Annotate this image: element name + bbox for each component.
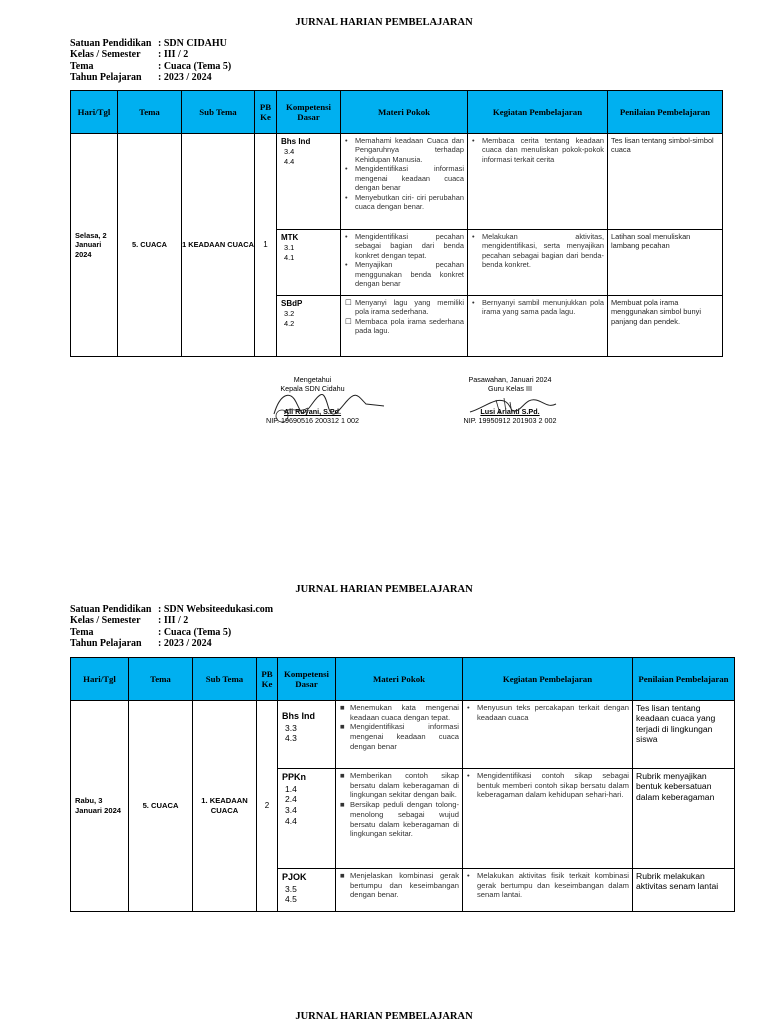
kegiatan-cell	[468, 230, 608, 296]
list-item-text: Menyebutkan ciri- ciri perubahan cuaca dengan benar.	[355, 192, 464, 212]
subtema-cell: 1 KEADAAN CUACA	[182, 134, 255, 357]
signature-scribble-right	[466, 388, 558, 420]
penilaian-cell: Latihan soal menuliskan lambang pecahan	[608, 230, 723, 296]
list-item-text: Melakukan aktivitas, mengidentifikasi, serta menyajikan pecahan sebagai bagian dari benda-benda konkret.	[482, 232, 604, 270]
kd-code: 4.4	[285, 816, 297, 827]
materi-cell	[336, 869, 463, 912]
list-item	[470, 298, 604, 317]
bullet-dot-icon: •	[467, 771, 470, 780]
materi-cell	[341, 134, 468, 230]
penilaian-cell: Tes lisan tentang simbol-simbol cuaca	[608, 134, 723, 230]
bullet-dot-icon: •	[345, 164, 348, 174]
materi-cell	[341, 296, 468, 357]
kd-subject: PPKn	[282, 772, 307, 782]
sign-role: Mengetahui	[293, 375, 332, 384]
materi-cell	[341, 230, 468, 296]
meta-value: : Cuaca (Tema 5)	[158, 626, 232, 638]
list-item	[343, 317, 464, 336]
meta-kelas	[70, 49, 231, 60]
header-kegiatan: Kegiatan Pembelajaran	[463, 658, 633, 701]
list-item-text: Membaca cerita tentang keadaan cuaca dan menuliskan pokok-pokok informasi terkait cerita	[482, 136, 604, 164]
bullet-square-icon: ■	[340, 703, 345, 712]
header-kegiatan: Kegiatan Pembelajaran	[468, 91, 608, 134]
journal-3-title: JURNAL HARIAN PEMBELAJARAN	[295, 1011, 473, 1022]
bullet-dot-icon: •	[472, 232, 475, 241]
header-subtema: Sub Tema	[193, 658, 257, 701]
bullet-dot-icon: •	[467, 703, 470, 712]
bullet-dot-icon: •	[345, 232, 348, 241]
header-pb: PB Ke	[255, 91, 277, 134]
list-item	[470, 136, 604, 164]
kd-cell	[278, 769, 336, 869]
kd-cell	[277, 230, 341, 296]
kd-code: 3.5	[285, 883, 297, 894]
bullet-dot-icon: •	[472, 136, 475, 145]
meta-satuan	[70, 38, 231, 49]
pb-cell: 1	[255, 134, 277, 357]
list-item-text: Bersikap peduli dengan tolong- menolong sebagai wujud bersatu dalam keberagaman di lingkungan sekitar.	[350, 800, 459, 839]
penilaian-cell: Tes lisan tentang keadaan cuaca yang terjadi di lingkungan siswa	[633, 701, 735, 769]
list-item	[343, 260, 464, 288]
header-penilaian: Penilaian Pembelajaran	[608, 91, 723, 134]
list-item	[338, 722, 459, 751]
hari-cell: Selasa, 2 Januari 2024	[71, 134, 118, 357]
signature-scribble-left	[262, 384, 388, 424]
penilaian-cell: Rubrik menyajikan bentuk kebersatuan dalam keberagaman	[633, 769, 735, 869]
list-item-text: Memahami keadaan Cuaca dan Pengaruhnya terhadap Kehidupan Manusia.	[355, 136, 464, 164]
kd-code: 4.1	[284, 252, 295, 262]
list-item	[338, 871, 459, 900]
meta-label: Tema	[70, 60, 94, 72]
kd-code: 4.5	[285, 894, 297, 905]
list-item	[465, 703, 629, 722]
meta-tema	[70, 627, 273, 638]
list-item-text: Melakukan aktivitas fisik terkait kombinasi gerak bertumpu dan keseimbangan dalam senam lantai.	[477, 871, 629, 900]
journal-1-table	[70, 90, 723, 357]
kd-cell	[278, 701, 336, 769]
header-kd: Kompetensi Dasar	[278, 658, 336, 701]
bullet-square-icon: ■	[340, 800, 345, 810]
meta-tahun	[70, 638, 273, 649]
header-tema: Tema	[118, 91, 182, 134]
kd-subject: Bhs Ind	[281, 137, 311, 146]
table-row	[71, 701, 735, 769]
kd-code: 3.3	[285, 722, 297, 733]
journal-2-table	[70, 657, 735, 912]
meta-label: Kelas / Semester	[70, 49, 141, 61]
list-item-text: Menyusun teks percakapan terkait dengan keadaan cuaca	[477, 703, 629, 722]
bullet-square-icon: ■	[340, 771, 345, 780]
meta-label: Kelas / Semester	[70, 615, 141, 627]
list-item-text: Menyajikan pecahan menggunakan benda konkret dengan benar	[355, 260, 464, 289]
list-item	[338, 800, 459, 839]
kd-code: 3.1	[284, 243, 295, 253]
meta-value: : 2023 / 2024	[158, 638, 212, 650]
meta-label: Satuan Pendidikan	[70, 604, 152, 615]
meta-satuan	[70, 604, 273, 615]
penilaian-cell: Membuat pola irama menggunakan simbol bunyi panjang dan pendek.	[608, 296, 723, 357]
meta-value: : III / 2	[158, 615, 189, 627]
kd-code: 4.3	[285, 733, 297, 744]
kd-code: 4.2	[284, 318, 295, 328]
bullet-dot-icon: •	[472, 298, 475, 307]
kegiatan-cell	[463, 701, 633, 769]
header-penilaian: Penilaian Pembelajaran	[633, 658, 735, 701]
list-item-text: Membaca pola irama sederhana pada lagu.	[355, 316, 464, 336]
kd-subject: SBdP	[281, 299, 303, 308]
list-item	[470, 232, 604, 270]
meta-value: : SDN CIDAHU	[158, 38, 227, 49]
bullet-dot-icon: •	[345, 136, 348, 145]
meta-value: : 2023 / 2024	[158, 72, 212, 84]
hari-cell: Rabu, 3 Januari 2024	[71, 701, 129, 912]
header-hari: Hari/Tgl	[71, 658, 129, 701]
sign-title: Kepala SDN Cidahu	[280, 384, 345, 393]
meta-value: : Cuaca (Tema 5)	[158, 60, 232, 72]
journal-1-meta	[70, 38, 231, 84]
meta-value: : III / 2	[158, 49, 189, 61]
meta-value: : SDN Websiteedukasi.com	[158, 604, 274, 615]
list-item-text: Menjelaskan kombinasi gerak bertumpu dan keseimbangan dengan benar.	[350, 871, 459, 900]
pb-cell: 2	[257, 701, 278, 912]
subtema-cell: 1. KEADAAN CUACA	[193, 701, 257, 912]
list-item	[343, 193, 464, 212]
kd-subject: Bhs Ind	[282, 711, 315, 721]
meta-tema	[70, 61, 231, 72]
tema-cell: 5. CUACA	[129, 701, 193, 912]
bullet-dot-icon: •	[467, 871, 470, 880]
list-item	[338, 703, 459, 722]
kegiatan-cell	[463, 769, 633, 869]
list-item-text: Memberikan contoh sikap bersatu dalam keberagaman di lingkungan sekitar dengan baik.	[350, 771, 459, 800]
header-materi: Materi Pokok	[336, 658, 463, 701]
bullet-square-icon: ■	[340, 722, 345, 732]
kd-subject: PJOK	[282, 872, 307, 882]
list-item-text: Bernyanyi sambil menunjukkan pola irama yang sama pada lagu.	[482, 298, 604, 317]
sign-title: Guru Kelas III	[488, 384, 532, 393]
kd-cell	[278, 869, 336, 912]
kegiatan-cell	[468, 296, 608, 357]
kegiatan-cell	[468, 134, 608, 230]
list-item	[343, 298, 464, 317]
meta-kelas	[70, 615, 273, 626]
journal-1-title: JURNAL HARIAN PEMBELAJARAN	[295, 17, 473, 28]
kd-cell	[277, 296, 341, 357]
meta-label: Tahun Pelajaran	[70, 638, 142, 650]
list-item-text: Menemukan kata mengenai keadaan cuaca dengan tepat.	[350, 703, 459, 722]
list-item	[465, 871, 629, 900]
kegiatan-cell	[463, 869, 633, 912]
bullet-square-icon: ■	[340, 871, 345, 880]
checkbox-icon: ☐	[345, 298, 352, 307]
meta-label: Tahun Pelajaran	[70, 72, 142, 84]
kd-code: 3.4	[284, 147, 295, 157]
header-pb: PB Ke	[257, 658, 278, 701]
sign-nip: NIP. 19950912 201903 2 002	[463, 416, 557, 425]
list-item	[338, 771, 459, 800]
checkbox-icon: ☐	[345, 316, 352, 326]
sign-name: Ali Ruyani, S.Pd.	[283, 407, 342, 416]
list-item	[465, 771, 629, 800]
list-item	[343, 136, 464, 164]
list-item	[343, 164, 464, 192]
header-subtema: Sub Tema	[182, 91, 255, 134]
meta-label: Tema	[70, 626, 94, 638]
table-header-row	[71, 91, 723, 134]
kd-subject: MTK	[281, 233, 299, 242]
table-row	[71, 134, 723, 230]
list-item-text: Mengidentifikasi informasi mengenai keadaan cuaca dengan benar	[350, 722, 459, 751]
list-item-text: Mengidentifikasi informasi mengenai keadaan cuaca dengan benar	[355, 164, 464, 193]
journal-2-title: JURNAL HARIAN PEMBELAJARAN	[295, 584, 473, 595]
bullet-dot-icon: •	[345, 192, 348, 202]
kd-code: 1.4	[285, 783, 297, 794]
list-item-text: Mengidentifikasi pecahan sebagai bagian dari benda konkret dengan tepat.	[355, 232, 464, 260]
header-materi: Materi Pokok	[341, 91, 468, 134]
sign-nip: NIP. 19690516 200312 1 002	[266, 416, 359, 425]
materi-cell	[336, 769, 463, 869]
sign-name: Lusi Arianti S.Pd.	[480, 407, 540, 416]
kd-code: 3.4	[285, 805, 297, 816]
bullet-dot-icon: •	[345, 260, 348, 270]
materi-cell	[336, 701, 463, 769]
meta-tahun	[70, 72, 231, 83]
list-item	[343, 232, 464, 260]
sign-place-date: Pasawahan, Januari 2024	[468, 375, 552, 384]
meta-label: Satuan Pendidikan	[70, 38, 152, 49]
table-header-row	[71, 658, 735, 701]
penilaian-cell: Rubrik melakukan aktivitas senam lantai	[633, 869, 735, 912]
kd-cell	[277, 134, 341, 230]
kd-code: 3.2	[284, 309, 295, 319]
kd-code: 4.4	[284, 156, 295, 166]
tema-cell: 5. CUACA	[118, 134, 182, 357]
list-item-text: Mengidentifikasi contoh sikap sebagai bentuk memberi contoh sikap bersatu dalam keberagaman dalam kehidupan sehari-hari.	[477, 771, 629, 800]
list-item-text: Menyanyi lagu yang memiliki pola irama sederhana.	[355, 298, 464, 317]
header-kd: Kompetensi Dasar	[277, 91, 341, 134]
header-hari: Hari/Tgl	[71, 91, 118, 134]
kd-code: 2.4	[285, 794, 297, 805]
journal-2-meta	[70, 604, 273, 650]
header-tema: Tema	[129, 658, 193, 701]
